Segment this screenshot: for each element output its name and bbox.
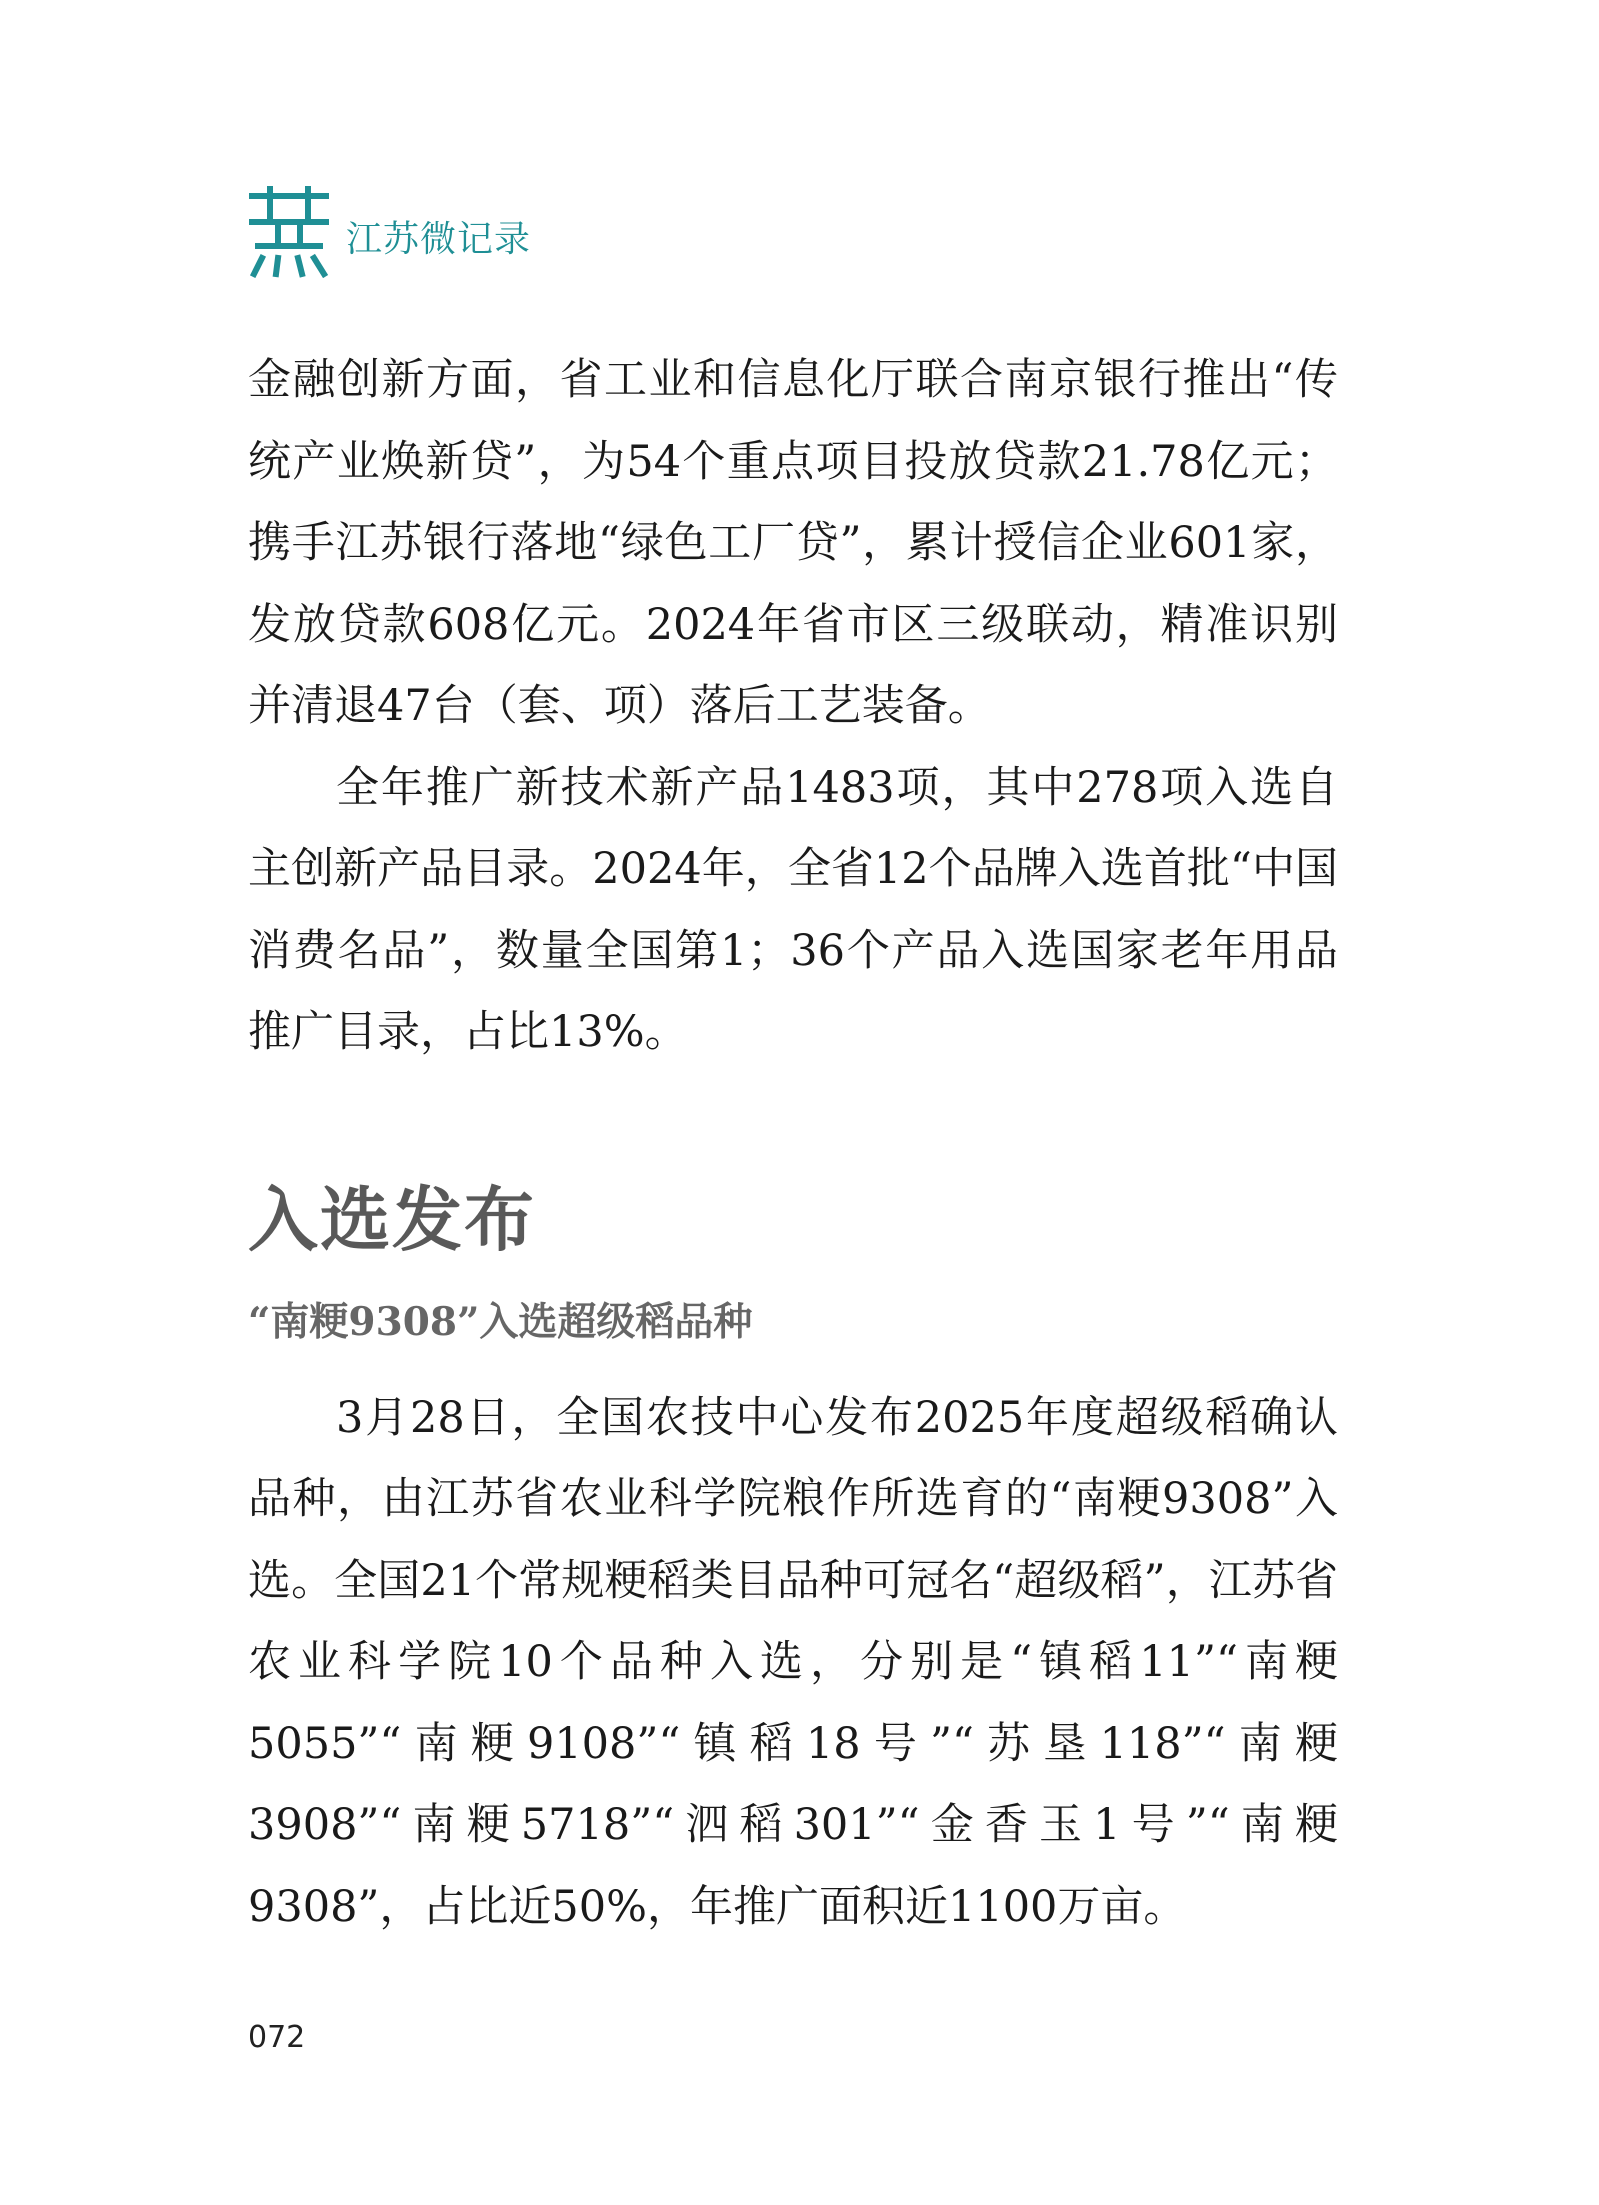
paragraph-finance: 金融创新方面，省工业和信息化厅联合南京银行推出“传统产业焕新贷”，为54个重点项目投放贷款21.78亿元；携手江苏银行落地“绿色工厂贷”，累计授信企业601家，发放贷款608亿元。2024年省市区三级联动，精准识别并清退47台（套、项）落后工艺装备。 xyxy=(248,355,1338,731)
page-header xyxy=(248,186,531,278)
header-title: 江苏微记录 xyxy=(346,218,532,260)
paragraph-products: 全年推广新技术新产品1483项，其中278项入选自主创新产品目录。2024年，全省12个品牌入选首批“中国消费名品”，数量全国第1；36个产品入选国家老年用品推广目录，占比13%。 xyxy=(248,762,1338,1057)
jiangsu-logo-icon xyxy=(248,186,330,278)
main-content xyxy=(248,340,1338,1948)
paragraph-super-rice: 3月28日，全国农技中心发布2025年度超级稻确认品种，由江苏省农业科学院粮作所选育的“南粳9308”入选。全国21个常规粳稻类目品种可冠名“超级稻”，江苏省农业科学院10个品种入选，分别是“镇稻11”“南粳5055”“南粳9108”“镇稻18号”“苏垦118”“南粳3908”“南粳5718”“泗稻301”“金香玉1号”“南粳9308”，占比近50%，年推广面积近1100万亩。 xyxy=(248,1392,1338,1932)
section-title: 入选发布 xyxy=(248,1178,536,1261)
page-number: 072 xyxy=(248,2020,306,2055)
section-subtitle: “南粳9308”入选超级稻品种 xyxy=(248,1298,753,1345)
